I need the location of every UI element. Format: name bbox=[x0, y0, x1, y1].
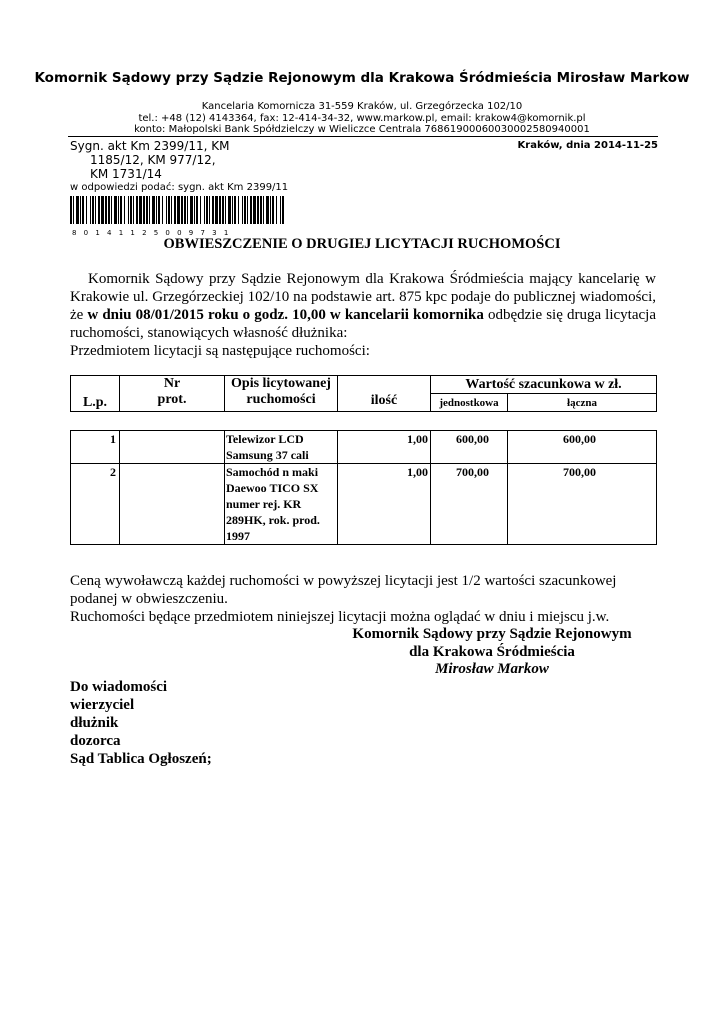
barcode-bar bbox=[282, 196, 284, 224]
row-qty: 1,00 bbox=[338, 464, 431, 545]
barcode-bars bbox=[70, 196, 286, 224]
barcode-bar bbox=[181, 196, 183, 224]
row-unit: 600,00 bbox=[431, 431, 508, 464]
col-lp: L.p. bbox=[71, 376, 120, 412]
barcode-bar bbox=[232, 196, 233, 224]
barcode-bar bbox=[156, 196, 157, 224]
document-title: OBWIESZCZENIE O DRUGIEJ LICYTACJI RUCHOMOŚCI bbox=[163, 236, 561, 252]
barcode-bar bbox=[260, 196, 262, 224]
col-desc bbox=[225, 376, 338, 412]
barcode-bar bbox=[158, 196, 160, 224]
col-desc-top: Opis licytowanej bbox=[231, 376, 331, 391]
table-row bbox=[71, 431, 657, 464]
barcode-bar bbox=[209, 196, 210, 224]
barcode-bar bbox=[215, 196, 218, 224]
office-address: Kancelaria Komornicza 31-559 Kraków, ul. Grzegórzecka 102/10 bbox=[201, 101, 523, 112]
barcode-bar bbox=[105, 196, 107, 224]
col-nr bbox=[120, 376, 225, 412]
barcode-bar bbox=[120, 196, 122, 224]
barcode-bar bbox=[95, 196, 96, 224]
barcode-bar bbox=[187, 196, 188, 224]
header-divider bbox=[68, 136, 658, 137]
intro-text-a: Komornik Sądowy przy Sądzie Rejonowym dla Krakowa Śródmieścia mający kancelarię w Krakowie ul. Grzegórzeckiej 102/10 na podstawie art. 875 kpc podaje do publicznej wiadomości, że bbox=[70, 271, 656, 323]
barcode-bar bbox=[128, 196, 129, 224]
row-lp: 2 bbox=[71, 464, 120, 545]
barcode-bar bbox=[225, 196, 226, 224]
barcode-bar bbox=[70, 196, 72, 224]
barcode-bar bbox=[86, 196, 87, 224]
distribution-item: wierzyciel bbox=[70, 697, 135, 713]
header-table bbox=[70, 375, 657, 412]
barcode-bar bbox=[168, 196, 170, 224]
signature-line2: dla Krakowa Śródmieścia bbox=[409, 644, 575, 660]
inspection-note: Ruchomości będące przedmiotem niniejszej licytacji można oglądać w dniu i miejscu j.w. bbox=[70, 609, 610, 625]
barcode-bar bbox=[242, 196, 243, 224]
row-desc: Samochód n maki Daewoo TICO SX numer rej. KR 289HK, rok. prod. 1997 bbox=[225, 464, 338, 545]
intro-text-b: odbędzie się druga licytacja ruchomości, stanowiących własność dłużnika: bbox=[70, 307, 656, 341]
barcode-bar bbox=[253, 196, 256, 224]
office-title: Komornik Sądowy przy Sądzie Rejonowym dla Krakowa Śródmieścia Mirosław Markow bbox=[34, 70, 690, 86]
barcode-bar bbox=[152, 196, 155, 224]
barcode-bar bbox=[149, 196, 150, 224]
barcode-bar bbox=[143, 196, 145, 224]
barcode-bar bbox=[118, 196, 119, 224]
barcode-bar bbox=[184, 196, 186, 224]
barcode-bar bbox=[82, 196, 84, 224]
col-desc-bottom: ruchomości bbox=[246, 392, 316, 407]
office-contact: tel.: +48 (12) 4143364, fax: 12-414-34-32, www.markow.pl, email: krakow4@komornik.pl bbox=[138, 113, 586, 124]
barcode-bar bbox=[92, 196, 94, 224]
barcode-bar bbox=[263, 196, 264, 224]
barcode-bar bbox=[80, 196, 81, 224]
case-signature-line2: 1185/12, KM 977/12, bbox=[90, 153, 216, 167]
distribution-item: Sąd Tablica Ogłoszeń; bbox=[70, 751, 212, 767]
row-qty: 1,00 bbox=[338, 431, 431, 464]
barcode-bar bbox=[276, 196, 277, 224]
barcode-bar bbox=[200, 196, 201, 224]
barcode-bar bbox=[124, 196, 125, 224]
barcode-bar bbox=[171, 196, 172, 224]
col-unit: jednostkowa bbox=[431, 394, 508, 412]
barcode-bar bbox=[136, 196, 138, 224]
col-nr-bottom: prot. bbox=[157, 392, 187, 407]
barcode-bar bbox=[73, 196, 74, 224]
row-nr bbox=[120, 431, 225, 464]
distribution-item: dłużnik bbox=[70, 715, 119, 731]
items-table bbox=[70, 430, 657, 545]
row-desc: Telewizor LCD Samsung 37 cali bbox=[225, 431, 338, 464]
barcode-bar bbox=[111, 196, 112, 224]
signature-line1: Komornik Sądowy przy Sądzie Rejonowym bbox=[352, 626, 632, 642]
barcode-bar bbox=[266, 196, 269, 224]
office-bank-account: konto: Małopolski Bank Spółdzielczy w Wieliczce Centrala 76861900060030002580940001 bbox=[134, 124, 590, 135]
barcode-bar bbox=[174, 196, 176, 224]
place-and-date: Kraków, dnia 2014-11-25 bbox=[517, 140, 658, 151]
col-total: łączna bbox=[508, 394, 657, 412]
auction-date-place: w dniu 08/01/2015 roku o godz. 10,00 w kancelarii komornika bbox=[87, 307, 484, 323]
row-total: 600,00 bbox=[508, 431, 657, 464]
row-unit: 700,00 bbox=[431, 464, 508, 545]
barcode-bar bbox=[238, 196, 239, 224]
barcode-bar bbox=[228, 196, 231, 224]
barcode-bar bbox=[162, 196, 163, 224]
barcode-bar bbox=[250, 196, 252, 224]
distribution-title: Do wiadomości bbox=[70, 679, 168, 695]
barcode-bar bbox=[272, 196, 274, 224]
intro-paragraph bbox=[70, 270, 656, 342]
case-signature-line3: KM 1731/14 bbox=[90, 167, 162, 181]
barcode-bar bbox=[139, 196, 142, 224]
barcode-bar bbox=[280, 196, 281, 224]
barcode-bar bbox=[146, 196, 148, 224]
barcode-bar bbox=[222, 196, 224, 224]
row-lp: 1 bbox=[71, 431, 120, 464]
barcode-bar bbox=[219, 196, 221, 224]
barcode-bar bbox=[257, 196, 259, 224]
table-row bbox=[71, 464, 657, 545]
barcode-bar bbox=[204, 196, 205, 224]
barcode-bar bbox=[90, 196, 91, 224]
distribution-item: dozorca bbox=[70, 733, 121, 749]
row-nr bbox=[120, 464, 225, 545]
barcode-bar bbox=[196, 196, 198, 224]
case-signature-line1: Sygn. akt Km 2399/11, KM bbox=[70, 139, 230, 153]
barcode-bar bbox=[101, 196, 104, 224]
col-value: Wartość szacunkowa w zł. bbox=[431, 376, 657, 394]
price-note: Ceną wywoławczą każdej ruchomości w powyższej licytacji jest 1/2 wartości szacunkowej podanej w obwieszczeniu. bbox=[70, 573, 617, 607]
barcode bbox=[70, 196, 286, 237]
barcode-bar bbox=[108, 196, 110, 224]
barcode-bar bbox=[244, 196, 246, 224]
barcode-bar bbox=[212, 196, 214, 224]
barcode-digits: 8 0 1 4 1 1 2 5 0 0 9 7 3 1 bbox=[72, 229, 231, 237]
col-nr-top: Nr bbox=[163, 376, 181, 391]
reply-reference: w odpowiedzi podać: sygn. akt Km 2399/11 bbox=[70, 182, 289, 193]
barcode-bar bbox=[130, 196, 132, 224]
subject-line: Przedmiotem licytacji są następujące ruchomości: bbox=[70, 343, 370, 359]
barcode-bar bbox=[234, 196, 236, 224]
barcode-bar bbox=[114, 196, 117, 224]
barcode-bar bbox=[177, 196, 180, 224]
barcode-bar bbox=[206, 196, 208, 224]
barcode-bar bbox=[270, 196, 271, 224]
barcode-bar bbox=[166, 196, 167, 224]
barcode-bar bbox=[133, 196, 134, 224]
barcode-bar bbox=[76, 196, 79, 224]
barcode-bar bbox=[98, 196, 100, 224]
barcode-bar bbox=[190, 196, 193, 224]
signature-name: Mirosław Markow bbox=[435, 661, 549, 677]
barcode-bar bbox=[247, 196, 248, 224]
barcode-bar bbox=[194, 196, 195, 224]
col-qty: ilość bbox=[338, 376, 431, 412]
row-total: 700,00 bbox=[508, 464, 657, 545]
